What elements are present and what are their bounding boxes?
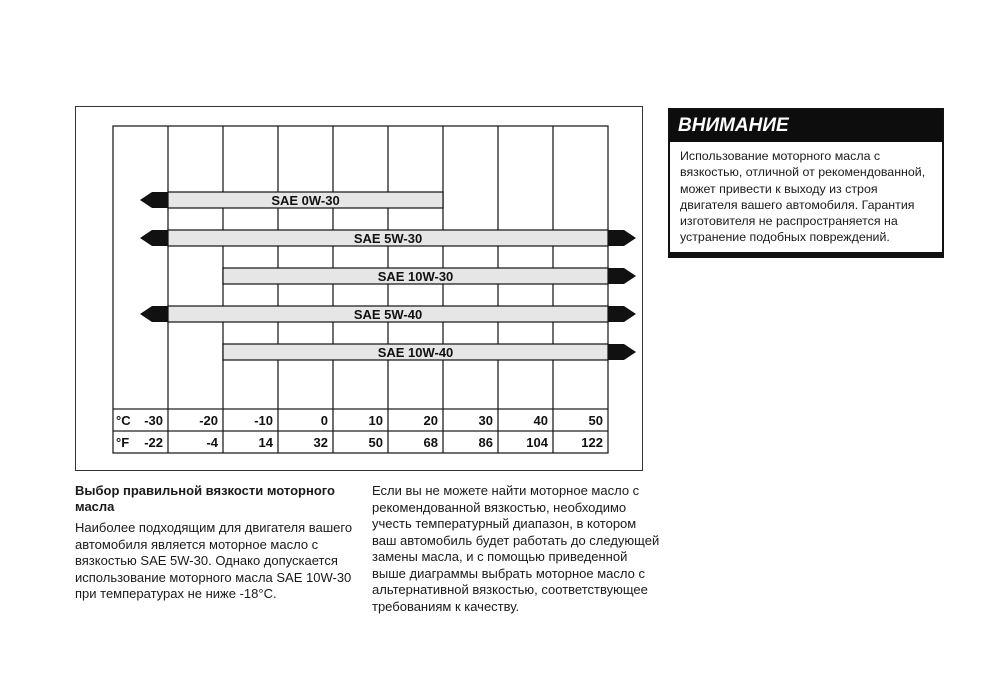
- warning-text: Использование моторного масла с вязкостью, отличной от рекомендованной, может привести к выходу из строя двигателя вашего автомобиля. Гарантия изготовителя не распространяется на устранение подобных повреждений.: [680, 149, 926, 245]
- viscosity-chart-svg: [76, 107, 644, 472]
- range-bar-label: SAE 0W-30: [271, 193, 340, 208]
- range-bar-label: SAE 5W-30: [353, 231, 423, 246]
- fahrenheit-tick-label: 122: [581, 435, 603, 450]
- fahrenheit-tick-label: 86: [478, 435, 493, 450]
- celsius-tick-label: 20: [423, 413, 438, 428]
- section-heading: Выбор правильной вязкости моторного масла: [75, 483, 335, 514]
- range-arrow-low: [140, 230, 168, 246]
- celsius-tick-label: 10: [368, 413, 383, 428]
- fahrenheit-tick-label: -4: [206, 435, 218, 450]
- range-bar-label: SAE 10W-40: [377, 345, 454, 360]
- fahrenheit-tick-label: 14: [258, 435, 273, 450]
- fahrenheit-tick-label: 50: [368, 435, 383, 450]
- range-arrow-low: [140, 306, 168, 322]
- fahrenheit-tick-label: 104: [526, 435, 548, 450]
- fahrenheit-tick-label: 68: [423, 435, 438, 450]
- fahrenheit-unit-label: °F: [116, 435, 130, 450]
- celsius-tick-label: 50: [588, 413, 603, 428]
- range-arrow-high: [608, 268, 636, 284]
- fahrenheit-tick-label: 32: [313, 435, 328, 450]
- celsius-tick-label: 40: [533, 413, 548, 428]
- range-arrow-high: [608, 344, 636, 360]
- warning-box: [668, 108, 944, 258]
- celsius-tick-label: -10: [254, 413, 273, 428]
- viscosity-chart: [75, 106, 643, 471]
- celsius-tick-label: -20: [199, 413, 218, 428]
- celsius-tick-label: -30: [144, 413, 163, 428]
- alternative-paragraph: Если вы не можете найти моторное масло с рекомендованной вязкостью, необходимо учесть температурный диапазон, в котором ваш автомобиль будет работать до следующей замены масла, и с помощью приведенной выше диаграммы выбрать моторное масло с альтернативной вязкостью, соответствующее требованиям к качеству.: [372, 483, 660, 614]
- celsius-tick-label: 30: [478, 413, 493, 428]
- celsius-tick-label: 0: [320, 413, 328, 428]
- range-arrow-high: [608, 306, 636, 322]
- warning-title: ВНИМАНИЕ: [670, 110, 942, 142]
- range-arrow-low: [140, 192, 168, 208]
- grid-border: [113, 126, 608, 453]
- recommendation-paragraph: Наиболее подходящим для двигателя вашего автомобиля является моторное масло с вязкостью SAE 5W-30. Однако допускается использование моторного масла SAE 10W-30 при температурах не ниже -18°C.: [75, 520, 353, 601]
- celsius-unit-label: °C: [116, 413, 131, 428]
- range-arrow-high: [608, 230, 636, 246]
- range-bar-label: SAE 5W-40: [353, 307, 423, 322]
- range-bar-label: SAE 10W-30: [377, 269, 454, 284]
- fahrenheit-tick-label: -22: [144, 435, 163, 450]
